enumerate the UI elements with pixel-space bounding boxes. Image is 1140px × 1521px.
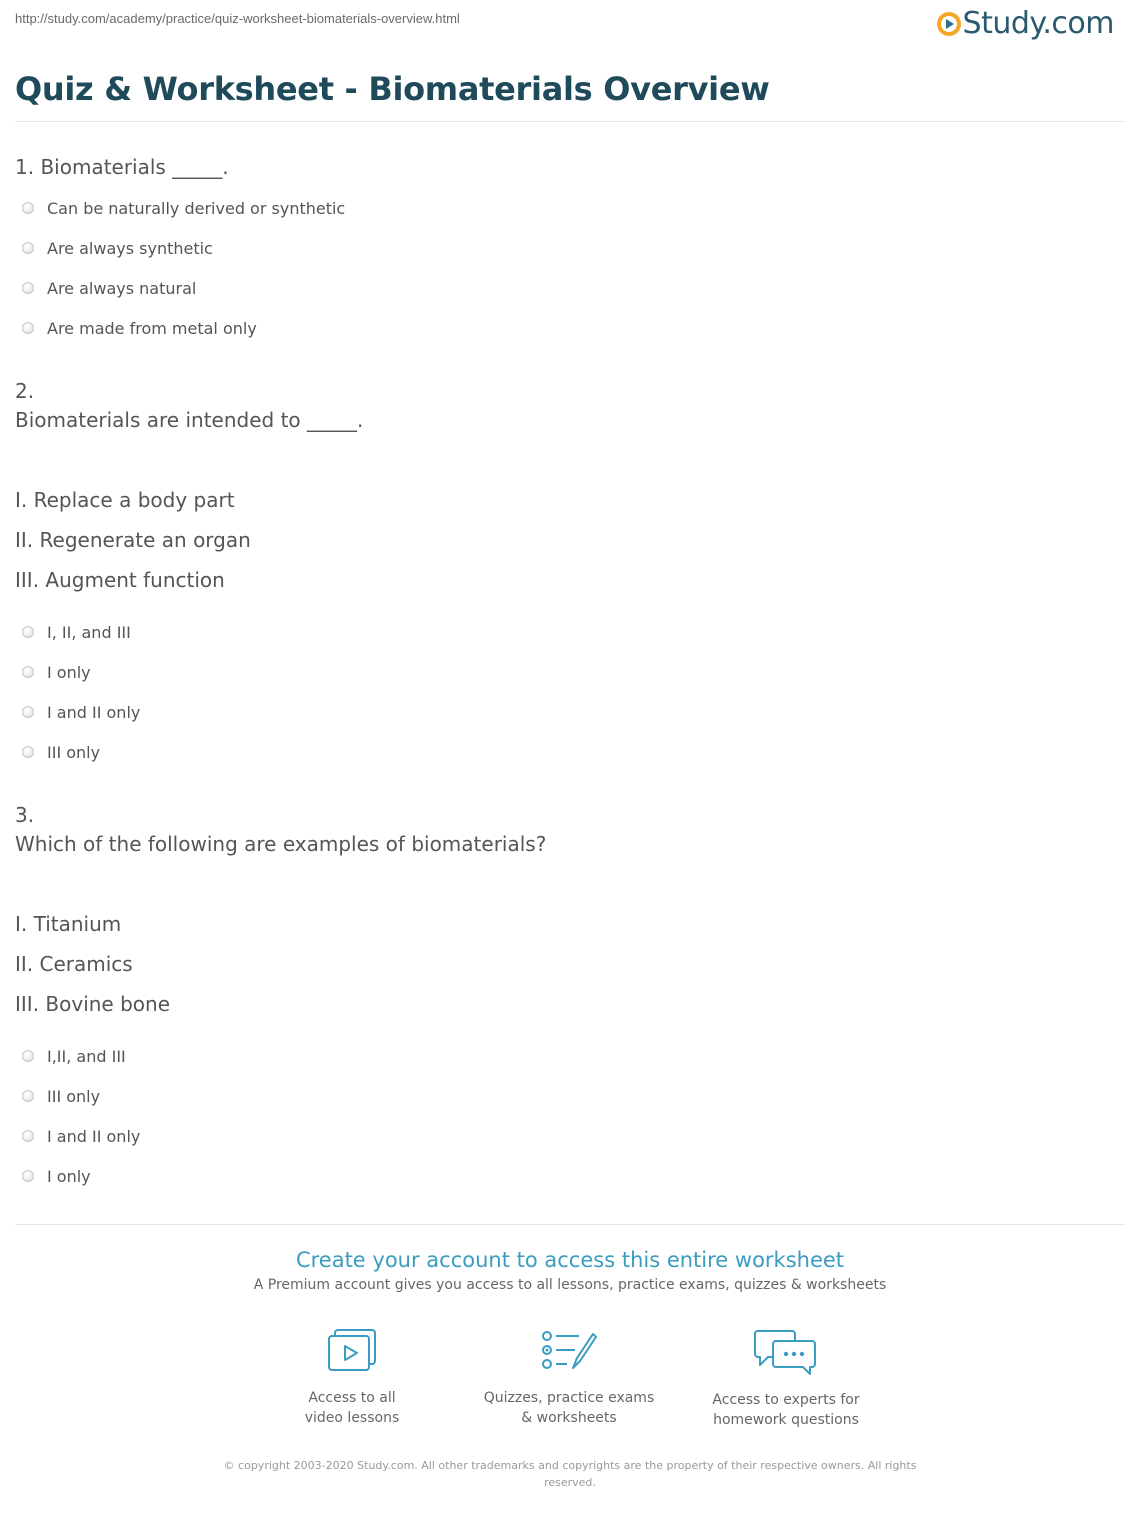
question-1-option-2[interactable] xyxy=(22,237,213,259)
radio-icon[interactable] xyxy=(22,242,34,254)
question-1-text: 1. Biomaterials _____. xyxy=(15,155,229,179)
feature-quizzes-line1: Quizzes, practice exams xyxy=(483,1390,655,1406)
radio-icon[interactable] xyxy=(22,282,34,294)
feature-experts-line2: homework questions xyxy=(713,1412,859,1428)
question-3-option-2[interactable] xyxy=(22,1085,100,1107)
option-label: III only xyxy=(47,1086,101,1106)
question-3-item-3: III. Bovine bone xyxy=(15,992,171,1016)
brand-logo[interactable] xyxy=(937,6,1114,41)
feature-video-lessons-line2: video lessons xyxy=(304,1410,400,1426)
question-3-item-2: II. Ceramics xyxy=(15,952,133,976)
option-label: I, II, and III xyxy=(47,622,131,642)
question-3-option-4[interactable] xyxy=(22,1165,91,1187)
question-2-item-3: III. Augment function xyxy=(15,568,225,592)
option-label: I,II, and III xyxy=(47,1046,126,1066)
feature-experts xyxy=(686,1328,886,1430)
question-2-text: Biomaterials are intended to _____. xyxy=(15,408,364,432)
question-1-option-1[interactable] xyxy=(22,197,345,219)
question-2-option-3[interactable] xyxy=(22,701,140,723)
title-divider xyxy=(15,121,1125,122)
question-3-option-1[interactable] xyxy=(22,1045,126,1067)
question-3-number: 3. xyxy=(15,803,35,827)
radio-icon[interactable] xyxy=(22,1090,34,1102)
option-label: Are made from metal only xyxy=(47,318,257,338)
radio-icon[interactable] xyxy=(22,1130,34,1142)
question-2-item-1: I. Replace a body part xyxy=(15,488,235,512)
radio-icon[interactable] xyxy=(22,322,34,334)
top-bar xyxy=(0,0,1140,50)
option-label: I and II only xyxy=(47,702,141,722)
option-label: I only xyxy=(47,662,91,682)
option-label: III only xyxy=(47,742,101,762)
cta-subtitle: A Premium account gives you access to all lessons, practice exams, quizzes & worksheets xyxy=(253,1277,887,1293)
page-title: Quiz & Worksheet - Biomaterials Overview xyxy=(15,70,770,108)
radio-icon[interactable] xyxy=(22,626,34,638)
brand-name: Study.com xyxy=(962,6,1114,41)
question-3-text: Which of the following are examples of biomaterials? xyxy=(15,832,547,856)
option-label: I and II only xyxy=(47,1126,141,1146)
option-label: Are always natural xyxy=(47,278,197,298)
question-2-option-2[interactable] xyxy=(22,661,91,683)
cta-title[interactable]: Create your account to access this entire worksheet xyxy=(295,1248,845,1272)
question-2-item-2: II. Regenerate an organ xyxy=(15,528,251,552)
option-label: I only xyxy=(47,1166,91,1186)
radio-icon[interactable] xyxy=(22,202,34,214)
radio-icon[interactable] xyxy=(22,746,34,758)
feature-quizzes-line2: & worksheets xyxy=(521,1410,617,1426)
quiz-checklist-icon xyxy=(541,1328,597,1374)
radio-icon[interactable] xyxy=(22,1170,34,1182)
copyright-notice: © copyright 2003-2020 Study.com. All other trademarks and copyrights are the property of their respective owners. All rights reserved. xyxy=(223,1459,917,1489)
chat-bubbles-icon xyxy=(754,1328,818,1376)
page-url[interactable]: http://study.com/academy/practice/quiz-worksheet-biomaterials-overview.html xyxy=(15,11,460,26)
question-1-option-4[interactable] xyxy=(22,317,257,339)
question-1-option-3[interactable] xyxy=(22,277,196,299)
question-2-option-4[interactable] xyxy=(22,741,100,763)
feature-experts-line1: Access to experts for xyxy=(712,1392,860,1408)
question-3-option-3[interactable] xyxy=(22,1125,140,1147)
option-label: Are always synthetic xyxy=(47,238,213,258)
feature-quizzes xyxy=(469,1328,669,1428)
video-lessons-icon xyxy=(326,1328,378,1374)
radio-icon[interactable] xyxy=(22,666,34,678)
option-label: Can be naturally derived or synthetic xyxy=(47,198,346,218)
radio-icon[interactable] xyxy=(22,706,34,718)
feature-video-lessons-line1: Access to all xyxy=(308,1390,396,1406)
feature-video-lessons xyxy=(252,1328,452,1428)
section-divider xyxy=(15,1224,1125,1225)
radio-icon[interactable] xyxy=(22,1050,34,1062)
question-2-option-1[interactable] xyxy=(22,621,131,643)
play-logo-icon xyxy=(937,12,961,36)
question-2-number: 2. xyxy=(15,379,35,403)
question-3-item-1: I. Titanium xyxy=(15,912,122,936)
